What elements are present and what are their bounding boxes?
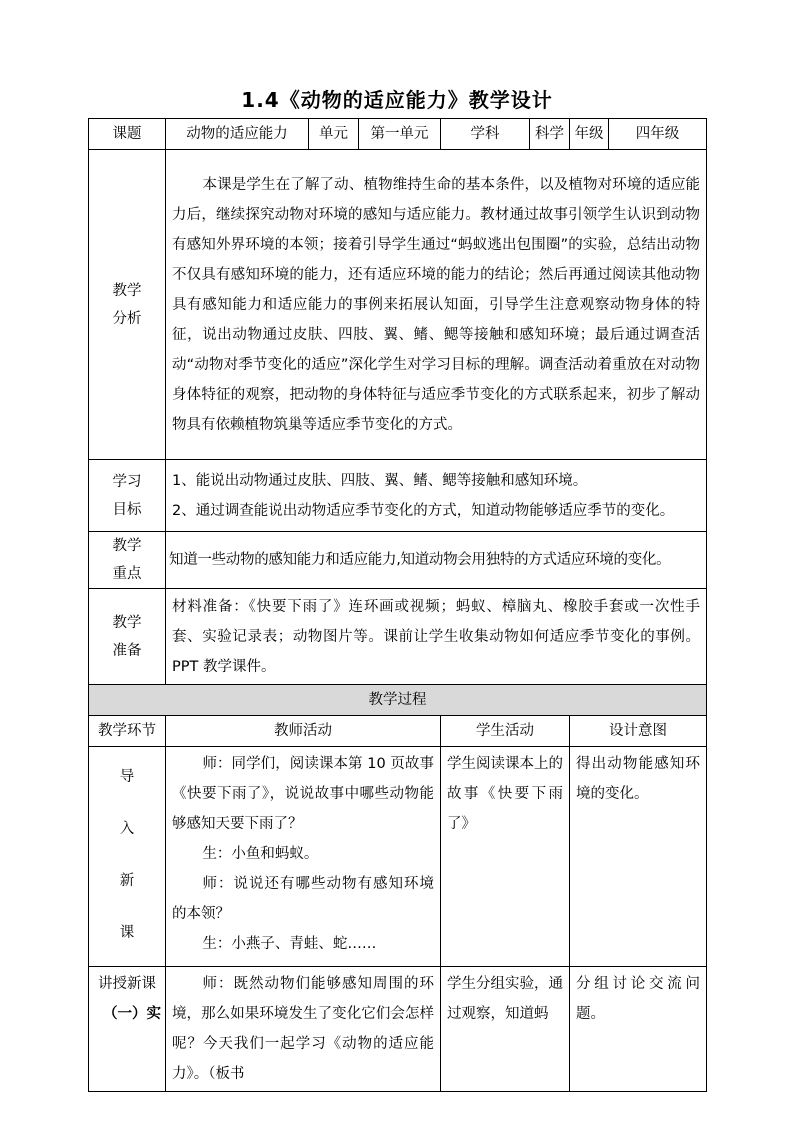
key-points-text: 知道一些动物的感知能力和适应能力,知道动物会用独特的方式适应环境的变化。	[166, 532, 707, 589]
objectives-label-line1: 学习	[112, 473, 142, 490]
header-row	[89, 119, 707, 150]
col-stage: 教学环节	[89, 716, 166, 747]
new-lesson-intent: 分组讨论交流问题。	[570, 967, 707, 1092]
intro-teacher	[166, 747, 441, 967]
intro-stage-char: 课	[119, 925, 135, 941]
new-lesson-stage	[89, 967, 166, 1092]
new-lesson-stage-line1: 讲授新课	[98, 976, 156, 992]
course-label: 课题	[89, 119, 166, 150]
subject-label: 学科	[441, 119, 530, 150]
preparation-text: 材料准备：《快要下雨了》连环画或视频；蚂蚁、樟脑丸、橡胶手套或一次性手套、实验记录表；动物图片等。课前让学生收集动物如何适应季节变化的事例。PPT 教学课件。	[166, 589, 707, 685]
analysis-row	[89, 150, 707, 460]
col-student: 学生活动	[441, 716, 570, 747]
col-teacher: 教师活动	[166, 716, 441, 747]
course-value: 动物的适应能力	[166, 119, 309, 150]
intro-student: 学生阅读课本上的故事《快要下雨了》	[441, 747, 570, 967]
process-header-row	[89, 716, 707, 747]
new-lesson-stage-line2: （一）实	[103, 1006, 161, 1022]
intro-stage-char: 入	[119, 821, 135, 837]
intro-teacher-line: 师：说说还有哪些动物有感知环境的本领？	[172, 876, 434, 922]
key-points-label	[89, 532, 166, 589]
objective-item: 2、通过调查能说出动物适应季节变化的方式，知道动物能够适应季节的变化。	[172, 502, 675, 519]
analysis-label-line1: 教学	[112, 282, 142, 299]
preparation-label-line1: 教学	[112, 614, 142, 631]
intro-stage	[89, 747, 166, 967]
intro-intent: 得出动物能感知环境的变化。	[570, 747, 707, 967]
new-lesson-teacher: 师：既然动物们能够感知周围的环境，那么如果环境发生了变化它们会怎样呢？今天我们一起学习《动物的适应能力》。（板书	[166, 967, 441, 1092]
grade-value: 四年级	[609, 119, 707, 150]
intro-teacher-line: 生：小燕子、青蛙、蛇……	[202, 936, 377, 952]
process-title-row	[89, 685, 707, 716]
preparation-row	[89, 589, 707, 685]
process-title: 教学过程	[89, 685, 707, 716]
objectives-label-line2: 目标	[112, 501, 142, 518]
analysis-text: 本课是学生在了解了动、植物维持生命的基本条件，以及植物对环境的适应能力后，继续探究动物对环境的感知与适应能力。教材通过故事引领学生认识到动物有感知外界环境的本领；接着引导学生通过“蚂蚁逃出包围圈”的实验，总结出动物不仅具有感知环境的能力，还有适应环境的能力的结论；然后再通过阅读其他动物具有感知能力和适应能力的事例来拓展认知面，引导学生注意观察动物身体的特征，说出动物通过皮肤、四肢、翼、鳍、鳃等接触和感知环境；最后通过调查活动“动物对季节变化的适应”深化学生对学习目标的理解。调查活动着重放在对动物身体特征的观察，把动物的身体特征与适应季节变化的方式联系起来，初步了解动物具有依赖植物筑巢等适应季节变化的方式。	[166, 150, 707, 460]
col-intent: 设计意图	[570, 716, 707, 747]
analysis-label-line2: 分析	[112, 310, 142, 327]
objectives-label	[89, 460, 166, 532]
grade-label: 年级	[570, 119, 609, 150]
new-lesson-student: 学生分组实验，通过观察，知道蚂	[441, 967, 570, 1092]
subject-value: 科学	[530, 119, 570, 150]
process-row-intro	[89, 747, 707, 967]
unit-label: 单元	[309, 119, 359, 150]
intro-stage-char: 导	[119, 769, 135, 785]
preparation-label-line2: 准备	[112, 642, 142, 659]
objectives-text	[166, 460, 707, 532]
analysis-label	[89, 150, 166, 460]
preparation-label	[89, 589, 166, 685]
key-points-label-line1: 教学	[112, 538, 142, 554]
key-points-row	[89, 532, 707, 589]
process-row-new-lesson	[89, 967, 707, 1092]
unit-value: 第一单元	[359, 119, 441, 150]
key-points-label-line2: 重点	[112, 566, 142, 582]
objective-item: 1、能说出动物通过皮肤、四肢、翼、鳍、鳃等接触和感知环境。	[172, 472, 588, 489]
document-title: 1.4《动物的适应能力》教学设计	[241, 88, 553, 112]
objectives-row	[89, 460, 707, 532]
intro-stage-char: 新	[119, 873, 135, 889]
lesson-plan-table	[88, 118, 707, 1092]
intro-teacher-line: 生：小鱼和蚂蚁。	[202, 846, 319, 862]
intro-teacher-line: 师：同学们，阅读课本第 10 页故事《快要下雨了》，说说故事中哪些动物能够感知天要下雨了？	[172, 756, 434, 832]
